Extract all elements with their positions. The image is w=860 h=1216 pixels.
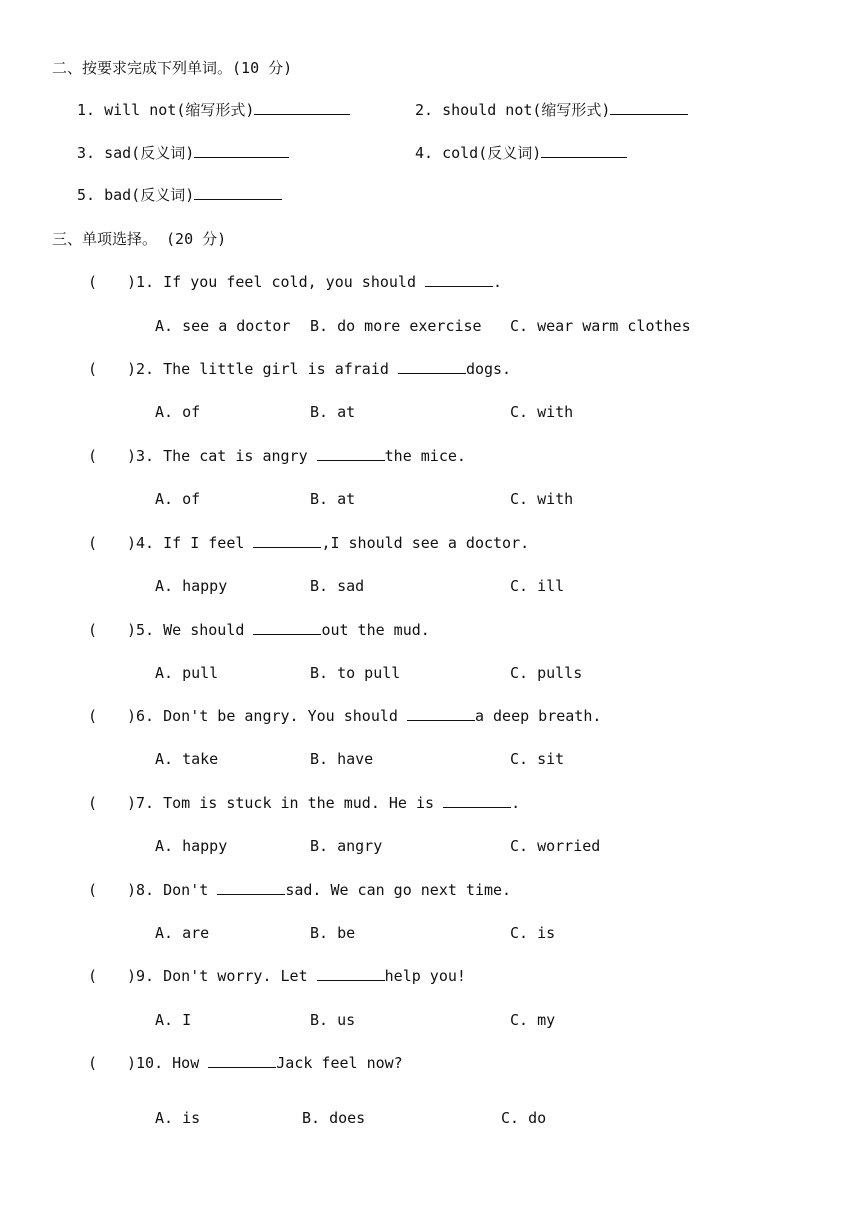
question-text-before: The cat is angry <box>163 447 317 465</box>
item-number: 2. <box>415 101 434 119</box>
option-c[interactable]: C. my <box>510 1011 556 1029</box>
option-a[interactable]: A. is <box>155 1109 201 1127</box>
question-text-before: The little girl is afraid <box>163 360 398 378</box>
option-b[interactable]: B. sad <box>310 577 365 595</box>
option-a[interactable]: A. happy <box>155 577 228 595</box>
option-b[interactable]: B. do more exercise <box>310 317 482 335</box>
answer-paren-open: ( <box>88 707 98 725</box>
question-8 <box>127 880 511 900</box>
question-text-before: Don't be angry. You should <box>163 707 407 725</box>
answer-box[interactable] <box>98 359 126 379</box>
word-item-4 <box>415 143 627 163</box>
answer-box[interactable] <box>98 1053 126 1073</box>
question-3 <box>127 446 466 466</box>
question-blank[interactable] <box>407 706 475 721</box>
answer-paren-close: ) <box>127 447 137 465</box>
option-c[interactable]: C. is <box>510 924 556 942</box>
question-text-before: If I feel <box>163 534 254 552</box>
option-b[interactable]: B. at <box>310 403 356 421</box>
question-number: 1. <box>136 273 155 291</box>
question-text-after: the mice. <box>384 447 466 465</box>
answer-box[interactable] <box>98 880 126 900</box>
answer-blank[interactable] <box>194 185 282 200</box>
question-text-before: Don't worry. Let <box>163 967 317 985</box>
answer-paren-open: ( <box>88 360 98 378</box>
item-number: 5. <box>77 186 96 204</box>
question-text-before: Don't <box>163 881 218 899</box>
answer-paren-close: ) <box>127 881 137 899</box>
question-1 <box>127 272 502 292</box>
answer-paren-close: ) <box>127 360 137 378</box>
option-a[interactable]: A. happy <box>155 837 228 855</box>
item-prompt: sad(反义词) <box>104 144 195 162</box>
word-item-2 <box>415 100 688 120</box>
question-blank[interactable] <box>443 793 511 808</box>
question-text-before: If you feel cold, you should <box>163 273 426 291</box>
section-3-heading: 三、单项选择。 (20 分) <box>52 230 227 248</box>
answer-paren-close: ) <box>127 794 137 812</box>
option-c[interactable]: C. with <box>510 403 574 421</box>
item-prompt: bad(反义词) <box>104 186 195 204</box>
question-blank[interactable] <box>398 359 466 374</box>
word-item-1 <box>77 100 350 120</box>
question-text-after: ,I should see a doctor. <box>321 534 530 552</box>
question-9 <box>127 966 466 986</box>
option-b[interactable]: B. angry <box>310 837 383 855</box>
answer-paren-close: ) <box>127 534 137 552</box>
answer-box[interactable] <box>98 620 126 640</box>
answer-box[interactable] <box>98 706 126 726</box>
answer-paren-close: ) <box>127 621 137 639</box>
answer-paren-open: ( <box>88 881 98 899</box>
option-c[interactable]: C. sit <box>510 750 565 768</box>
answer-paren-close: ) <box>127 273 137 291</box>
question-blank[interactable] <box>208 1053 276 1068</box>
option-a[interactable]: A. are <box>155 924 210 942</box>
section-2-heading: 二、按要求完成下列单词。(10 分) <box>52 59 293 77</box>
question-number: 8. <box>136 881 155 899</box>
option-a[interactable]: A. pull <box>155 664 219 682</box>
question-text-after: . <box>493 273 503 291</box>
question-blank[interactable] <box>217 880 285 895</box>
question-text-after: sad. We can go next time. <box>285 881 512 899</box>
answer-box[interactable] <box>98 533 126 553</box>
word-item-5 <box>77 185 282 205</box>
question-blank[interactable] <box>425 272 493 287</box>
answer-blank[interactable] <box>194 143 289 158</box>
question-text-before: How <box>172 1054 209 1072</box>
item-number: 4. <box>415 144 434 162</box>
option-c[interactable]: C. with <box>510 490 574 508</box>
option-c[interactable]: C. ill <box>510 577 565 595</box>
question-2 <box>127 359 511 379</box>
option-a[interactable]: A. of <box>155 403 201 421</box>
answer-paren-open: ( <box>88 447 98 465</box>
answer-blank[interactable] <box>541 143 627 158</box>
question-text-after: Jack feel now? <box>276 1054 403 1072</box>
option-b[interactable]: B. to pull <box>310 664 401 682</box>
question-number: 5. <box>136 621 155 639</box>
answer-paren-close: ) <box>127 1054 137 1072</box>
question-number: 2. <box>136 360 155 378</box>
question-text-after: out the mud. <box>321 621 430 639</box>
option-a[interactable]: A. take <box>155 750 219 768</box>
item-prompt: will not(缩写形式) <box>104 101 255 119</box>
item-number: 1. <box>77 101 96 119</box>
option-b[interactable]: B. us <box>310 1011 356 1029</box>
item-prompt: should not(缩写形式) <box>442 101 611 119</box>
question-blank[interactable] <box>317 966 385 981</box>
question-text-after: dogs. <box>465 360 512 378</box>
answer-blank[interactable] <box>610 100 688 115</box>
option-b[interactable]: B. does <box>302 1109 366 1127</box>
answer-box[interactable] <box>98 966 126 986</box>
question-number: 4. <box>136 534 155 552</box>
question-number: 7. <box>136 794 155 812</box>
option-a[interactable]: A. of <box>155 490 201 508</box>
answer-paren-open: ( <box>88 1054 98 1072</box>
answer-paren-open: ( <box>88 534 98 552</box>
question-text-before: We should <box>163 621 254 639</box>
answer-box[interactable] <box>98 272 126 292</box>
option-c[interactable]: C. do <box>501 1109 547 1127</box>
option-c[interactable]: C. worried <box>510 837 601 855</box>
option-a[interactable]: A. see a doctor <box>155 317 291 335</box>
question-blank[interactable] <box>253 620 321 635</box>
answer-box[interactable] <box>98 446 126 466</box>
answer-paren-open: ( <box>88 273 98 291</box>
answer-blank[interactable] <box>254 100 350 115</box>
option-b[interactable]: B. have <box>310 750 374 768</box>
answer-paren-open: ( <box>88 621 98 639</box>
question-blank[interactable] <box>253 533 321 548</box>
question-blank[interactable] <box>317 446 385 461</box>
answer-paren-open: ( <box>88 794 98 812</box>
answer-paren-close: ) <box>127 967 137 985</box>
question-5 <box>127 620 430 640</box>
answer-paren-open: ( <box>88 967 98 985</box>
option-b[interactable]: B. at <box>310 490 356 508</box>
question-number: 6. <box>136 707 155 725</box>
question-number: 9. <box>136 967 155 985</box>
item-prompt: cold(反义词) <box>442 144 542 162</box>
question-text-after: . <box>511 794 521 812</box>
option-c[interactable]: C. pulls <box>510 664 583 682</box>
answer-paren-close: ) <box>127 707 137 725</box>
question-4 <box>127 533 529 553</box>
question-number: 10. <box>136 1054 164 1072</box>
answer-box[interactable] <box>98 793 126 813</box>
question-text-before: Tom is stuck in the mud. He is <box>163 794 444 812</box>
question-text-after: help you! <box>384 967 466 985</box>
question-text-after: a deep breath. <box>474 707 602 725</box>
item-number: 3. <box>77 144 96 162</box>
word-item-3 <box>77 143 289 163</box>
question-number: 3. <box>136 447 155 465</box>
option-a[interactable]: A. I <box>155 1011 192 1029</box>
question-10 <box>127 1053 403 1073</box>
question-6 <box>127 706 601 726</box>
option-c[interactable]: C. wear warm clothes <box>510 317 691 335</box>
question-7 <box>127 793 520 813</box>
option-b[interactable]: B. be <box>310 924 356 942</box>
